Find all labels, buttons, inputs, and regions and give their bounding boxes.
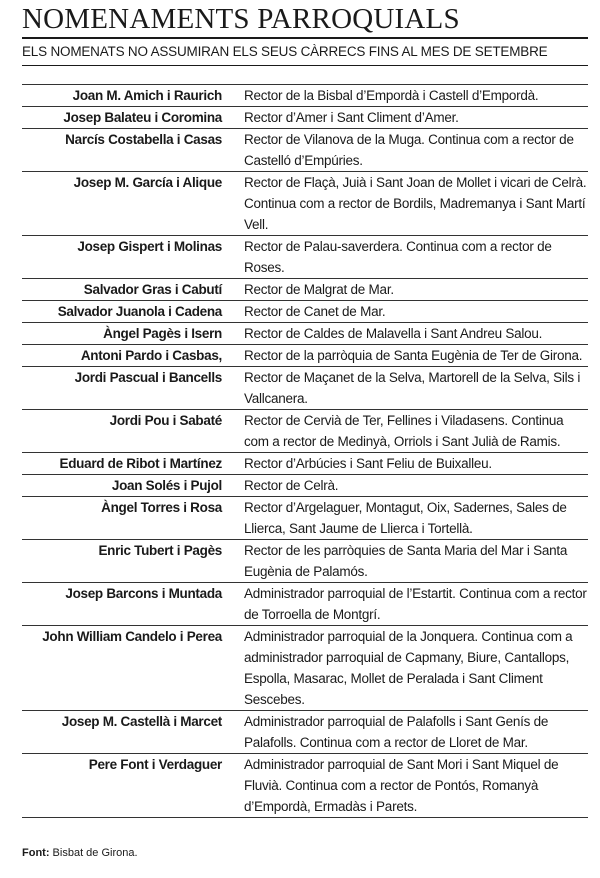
table-row bbox=[22, 626, 588, 711]
person-name: Josep Balateu i Coromina bbox=[63, 110, 222, 125]
subtitle: ELS NOMENATS NO ASSUMIRAN ELS SEUS CÀRRECS FINS AL MES DE SETEMBRE bbox=[22, 44, 548, 59]
appointment-description: Rector de la parròquia de Santa Eugènia de Ter de Girona. bbox=[244, 348, 583, 363]
person-name: Salvador Juanola i Cadena bbox=[57, 304, 222, 319]
appointment-description: Administrador parroquial de Sant Mori i Sant Miquel de Fluvià. Continua com a rector de Pontós, Romanyà d’Empordà, Ermadàs i Parets. bbox=[244, 757, 559, 814]
table-row bbox=[22, 754, 588, 818]
title-rule bbox=[22, 37, 588, 39]
table-row bbox=[22, 410, 588, 453]
source-text: Bisbat de Girona. bbox=[52, 847, 138, 859]
person-name: Àngel Pagès i Isern bbox=[103, 326, 222, 341]
source-note bbox=[22, 846, 138, 860]
appointment-description: Rector de les parròquies de Santa Maria del Mar i Santa Eugènia de Palamós. bbox=[244, 543, 568, 579]
table-row bbox=[22, 711, 588, 754]
table-row bbox=[22, 497, 588, 540]
person-name: Àngel Torres i Rosa bbox=[101, 500, 222, 515]
person-name: Jordi Pascual i Bancells bbox=[74, 370, 222, 385]
person-name: Salvador Gras i Cabutí bbox=[83, 282, 222, 297]
appointment-description: Rector de Celrà. bbox=[244, 478, 339, 493]
appointment-description: Rector de Palau-saverdera. Continua com a rector de Roses. bbox=[244, 239, 552, 275]
table-row bbox=[22, 367, 588, 410]
subtitle-rule bbox=[22, 65, 588, 66]
person-name: John William Candelo i Perea bbox=[42, 629, 222, 644]
person-name: Pere Font i Verdaguer bbox=[88, 757, 222, 772]
table-row bbox=[22, 475, 588, 497]
table-row bbox=[22, 345, 588, 367]
appointment-description: Rector de Cervià de Ter, Fellines i Viladasens. Continua com a rector de Medinyà, Orriols i Sant Julià de Ramis. bbox=[244, 413, 564, 449]
person-name: Jordi Pou i Sabaté bbox=[109, 413, 222, 428]
table-row bbox=[22, 107, 588, 129]
appointment-description: Rector de Flaçà, Juià i Sant Joan de Mollet i vicari de Celrà. Continua com a rector de Bordils, Madremanya i Sant Martí Vell. bbox=[244, 175, 587, 232]
person-name: Antoni Pardo i Casbas, bbox=[80, 348, 222, 363]
person-name: Josep Barcons i Muntada bbox=[65, 586, 222, 601]
person-name: Joan M. Amich i Raurich bbox=[72, 88, 222, 103]
appointment-description: Administrador parroquial de la Jonquera. Continua com a administrador parroquial de Capmany, Biure, Cantallops, Espolla, Masarac, Mollet de Peralada i Sant Climent Sescebes. bbox=[244, 629, 573, 707]
person-name: Joan Solés i Pujol bbox=[111, 478, 222, 493]
person-name: Narcís Costabella i Casas bbox=[65, 132, 222, 147]
appointment-description: Rector d’Argelaguer, Montagut, Oix, Sadernes, Sales de Llierca, Sant Jaume de Llierca i Tortellà. bbox=[244, 500, 567, 536]
table-row bbox=[22, 301, 588, 323]
table-row bbox=[22, 129, 588, 172]
appointments-table bbox=[22, 84, 588, 818]
appointment-description: Rector d’Amer i Sant Climent d’Amer. bbox=[244, 110, 459, 125]
table-row bbox=[22, 323, 588, 345]
appointment-description: Rector de Malgrat de Mar. bbox=[244, 282, 394, 297]
person-name: Eduard de Ribot i Martínez bbox=[59, 456, 222, 471]
table-row bbox=[22, 279, 588, 301]
table-row bbox=[22, 172, 588, 236]
page-title: NOMENAMENTS PARROQUIALS bbox=[22, 3, 460, 35]
person-name: Josep M. García i Alique bbox=[73, 175, 222, 190]
appointment-description: Rector de la Bisbal d’Empordà i Castell d’Empordà. bbox=[244, 88, 539, 103]
table-row bbox=[22, 540, 588, 583]
appointment-description: Rector de Maçanet de la Selva, Martorell de la Selva, Sils i Vallcanera. bbox=[244, 370, 581, 406]
source-label: Font: bbox=[22, 847, 50, 859]
person-name: Josep M. Castellà i Marcet bbox=[61, 714, 222, 729]
person-name: Enric Tubert i Pagès bbox=[98, 543, 222, 558]
appointment-description: Rector de Vilanova de la Muga. Continua com a rector de Castelló d’Empúries. bbox=[244, 132, 574, 168]
appointment-description: Administrador parroquial de Palafolls i Sant Genís de Palafolls. Continua com a rector de Lloret de Mar. bbox=[244, 714, 549, 750]
appointment-description: Administrador parroquial de l’Estartit. Continua com a rector de Torroella de Montgrí. bbox=[244, 586, 587, 622]
table-row bbox=[22, 453, 588, 475]
appointment-description: Rector de Canet de Mar. bbox=[244, 304, 386, 319]
table-row bbox=[22, 583, 588, 626]
table-row bbox=[22, 236, 588, 279]
appointment-description: Rector de Caldes de Malavella i Sant Andreu Salou. bbox=[244, 326, 543, 341]
person-name: Josep Gispert i Molinas bbox=[77, 239, 222, 254]
table-row bbox=[22, 85, 588, 107]
appointment-description: Rector d’Arbúcies i Sant Feliu de Buixalleu. bbox=[244, 456, 492, 471]
